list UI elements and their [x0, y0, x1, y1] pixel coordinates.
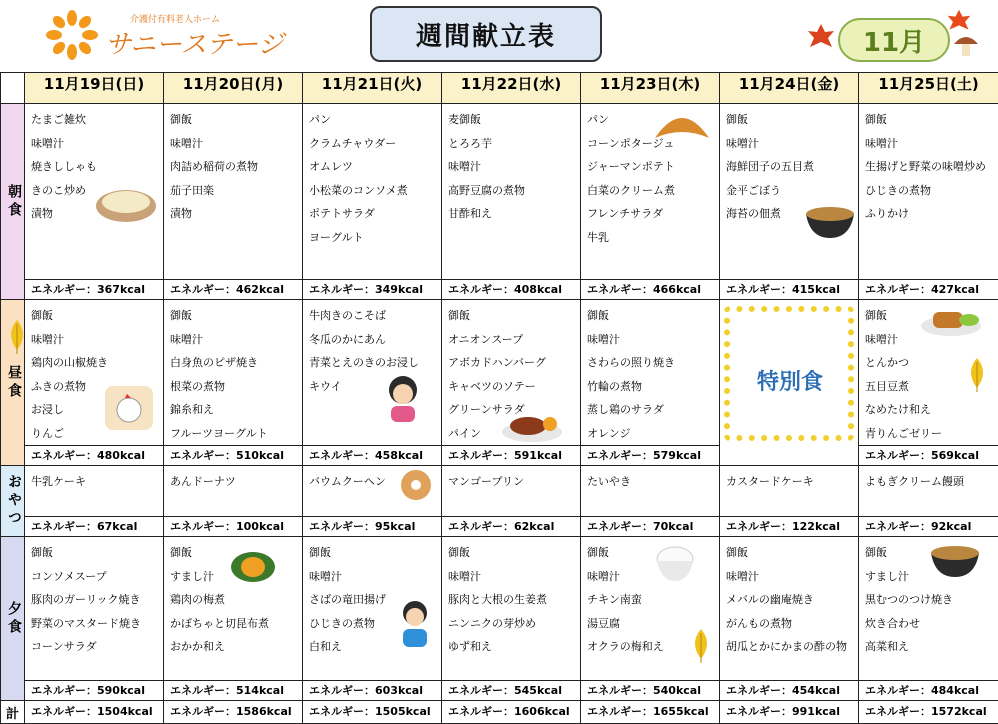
- menu-item: 御飯: [31, 541, 159, 565]
- menu-item: ひじきの煮物: [865, 179, 994, 203]
- menu-item: 味噌汁: [31, 328, 159, 352]
- menu-item-list: [442, 104, 580, 226]
- breakfast-cell: [581, 104, 720, 300]
- lunch-cell: [25, 300, 164, 466]
- menu-item: 御飯: [170, 541, 298, 565]
- menu-item: 五目豆煮: [865, 375, 994, 399]
- menu-item: 御飯: [726, 541, 854, 565]
- snack-cell: [164, 466, 303, 537]
- menu-item-list: [859, 104, 998, 226]
- menu-item: コーンサラダ: [31, 635, 159, 659]
- energy-label: エネルギー：545kcal: [442, 680, 580, 700]
- menu-item: 青りんごゼリー: [865, 422, 994, 446]
- menu-item: 錦糸和え: [170, 398, 298, 422]
- total-cell: [720, 701, 859, 724]
- menu-item: あんドーナツ: [170, 470, 298, 494]
- menu-item: 御飯: [170, 304, 298, 328]
- menu-item: オレンジ: [587, 422, 715, 446]
- menu-item: 味噌汁: [309, 565, 437, 589]
- logo-subtitle: 介護付有料老人ホーム: [130, 12, 220, 25]
- energy-label: エネルギー：67kcal: [25, 516, 163, 536]
- autumn-leaf-icon: [689, 629, 713, 669]
- breakfast-cell: [720, 104, 859, 300]
- energy-label: エネルギー：122kcal: [720, 516, 858, 536]
- energy-label: エネルギー：590kcal: [25, 680, 163, 700]
- menu-item: 冬瓜のかにあん: [309, 328, 437, 352]
- menu-item: おかか和え: [170, 635, 298, 659]
- croissant-icon: [651, 108, 713, 154]
- energy-label: エネルギー：95kcal: [303, 516, 441, 536]
- breakfast-cell: [442, 104, 581, 300]
- energy-label: エネルギー：480kcal: [25, 445, 163, 465]
- menu-item: 牛乳ケーキ: [31, 470, 159, 494]
- dinner-cell: [581, 537, 720, 701]
- dinner-cell: [164, 537, 303, 701]
- menu-item: 豚肉のガーリック焼き: [31, 588, 159, 612]
- menu-item-list: [442, 537, 580, 659]
- lunch-cell: [442, 300, 581, 466]
- menu-item-list: [164, 104, 302, 226]
- dinner-cell: [720, 537, 859, 701]
- chicken-icon: [105, 386, 153, 436]
- lunch-cell: [164, 300, 303, 466]
- menu-item: 野菜のマスタード焼き: [31, 612, 159, 636]
- miso-soup-icon: [95, 184, 157, 230]
- menu-item: 御飯: [309, 541, 437, 565]
- energy-label: [720, 445, 858, 465]
- logo-name: サニーステージ: [105, 24, 284, 61]
- menu-item: 味噌汁: [865, 328, 994, 352]
- menu-item: アボカドハンバーグ: [448, 351, 576, 375]
- menu-item: 胡瓜とかにかまの酢の物: [726, 635, 854, 659]
- steak-icon: [500, 408, 564, 450]
- page-title: 週間献立表: [370, 6, 602, 62]
- menu-item: 漬物: [170, 202, 298, 226]
- menu-item: パイン: [448, 422, 576, 446]
- menu-item-list: [581, 300, 719, 445]
- breakfast-cell: [303, 104, 442, 300]
- total-cell: [25, 701, 164, 724]
- menu-item: 味噌汁: [31, 132, 159, 156]
- menu-item: キャベツのソテー: [448, 375, 576, 399]
- menu-item: コーンポタージュ: [587, 132, 715, 156]
- menu-item: 麦御飯: [448, 108, 576, 132]
- menu-item: キウイ: [309, 375, 437, 399]
- menu-item: 味噌汁: [726, 565, 854, 589]
- menu-item: カスタードケーキ: [726, 470, 854, 494]
- menu-item: 漬物: [31, 202, 159, 226]
- menu-item: ジャーマンポテト: [587, 155, 715, 179]
- energy-label: エネルギー：514kcal: [164, 680, 302, 700]
- day-header: 11月22日(水): [442, 73, 581, 104]
- pumpkin-icon: [228, 543, 278, 589]
- autumn-leaf-icon: [806, 22, 836, 52]
- total-cell: [581, 701, 720, 724]
- month-badge: 11月: [838, 18, 950, 62]
- menu-item: 牛乳: [587, 226, 715, 250]
- total-energy: エネルギー：1606kcal: [442, 701, 580, 723]
- menu-item: 白和え: [309, 635, 437, 659]
- menu-item-list: [720, 466, 858, 494]
- energy-label: エネルギー：591kcal: [442, 445, 580, 465]
- menu-item: 豚肉と大根の生姜煮: [448, 588, 576, 612]
- menu-item: 御飯: [31, 304, 159, 328]
- menu-item: 海苔の佃煮: [726, 202, 854, 226]
- menu-item-list: [303, 104, 441, 249]
- menu-item-list: [164, 300, 302, 445]
- energy-label: エネルギー：408kcal: [442, 279, 580, 299]
- energy-label: エネルギー：415kcal: [720, 279, 858, 299]
- energy-label: エネルギー：454kcal: [720, 680, 858, 700]
- menu-item: ふきの煮物: [31, 375, 159, 399]
- menu-item: 金平ごぼう: [726, 179, 854, 203]
- snack-cell: [303, 466, 442, 537]
- menu-item: 竹輪の煮物: [587, 375, 715, 399]
- menu-item: 味噌汁: [170, 132, 298, 156]
- energy-label: エネルギー：466kcal: [581, 279, 719, 299]
- menu-item: 茄子田楽: [170, 179, 298, 203]
- day-header: 11月23日(木): [581, 73, 720, 104]
- breakfast-label: 朝食: [1, 104, 25, 300]
- menu-item-list: [720, 300, 858, 304]
- menu-item: 甘酢和え: [448, 202, 576, 226]
- tonkatsu-icon: [919, 304, 983, 344]
- day-header: 11月25日(土): [859, 73, 998, 104]
- menu-item: 鶏肉の山椒焼き: [31, 351, 159, 375]
- total-cell: [442, 701, 581, 724]
- menu-item: 炊き合わせ: [865, 612, 994, 636]
- menu-item: 味噌汁: [587, 565, 715, 589]
- menu-item: すまし汁: [170, 565, 298, 589]
- dinner-cell: [859, 537, 998, 701]
- energy-label: エネルギー：579kcal: [581, 445, 719, 465]
- day-header: 11月19日(日): [25, 73, 164, 104]
- menu-item: 御飯: [726, 108, 854, 132]
- menu-item-list: [164, 466, 302, 494]
- menu-item: 御飯: [587, 541, 715, 565]
- lunch-cell: [581, 300, 720, 466]
- total-row: [1, 701, 998, 724]
- breakfast-cell: [25, 104, 164, 300]
- menu-item-list: [581, 466, 719, 494]
- snack-cell: [25, 466, 164, 537]
- menu-item: 白菜のクリーム煮: [587, 179, 715, 203]
- snack-row: [1, 466, 998, 537]
- menu-item: 根菜の煮物: [170, 375, 298, 399]
- miso-soup-icon: [929, 539, 981, 585]
- menu-item: 御飯: [865, 108, 994, 132]
- menu-item: 御飯: [587, 304, 715, 328]
- snack-cell: [581, 466, 720, 537]
- dinner-row: [1, 537, 998, 701]
- menu-item-list: [25, 537, 163, 659]
- menu-item: 御飯: [170, 108, 298, 132]
- donut-icon: [399, 468, 433, 508]
- total-label: 計: [1, 701, 25, 724]
- menu-item: バウムクーヘン: [309, 470, 437, 494]
- dinner-label: 夕食: [1, 537, 25, 701]
- autumn-leaf-icon: [946, 8, 972, 34]
- menu-item: メバルの幽庵焼き: [726, 588, 854, 612]
- total-energy: エネルギー：1504kcal: [25, 701, 163, 723]
- energy-label: エネルギー：462kcal: [164, 279, 302, 299]
- menu-item: 味噌汁: [448, 565, 576, 589]
- energy-label: エネルギー：427kcal: [859, 279, 998, 299]
- lunch-cell: [720, 300, 859, 466]
- menu-item: がんもの煮物: [726, 612, 854, 636]
- energy-label: エネルギー：458kcal: [303, 445, 441, 465]
- dinner-cell: [25, 537, 164, 701]
- energy-label: エネルギー：569kcal: [859, 445, 998, 465]
- menu-item: 海鮮団子の五目煮: [726, 155, 854, 179]
- menu-item: とんかつ: [865, 351, 994, 375]
- menu-item: お浸し: [31, 398, 159, 422]
- menu-item: きのこ炒め: [31, 179, 159, 203]
- lunch-label: 昼食: [1, 300, 25, 466]
- menu-item: りんご: [31, 422, 159, 446]
- menu-item: 白身魚のピザ焼き: [170, 351, 298, 375]
- menu-item-list: [859, 466, 998, 494]
- menu-item: よもぎクリーム饅頭: [865, 470, 994, 494]
- menu-item: さわらの照り焼き: [587, 351, 715, 375]
- menu-item: たいやき: [587, 470, 715, 494]
- energy-label: エネルギー：603kcal: [303, 680, 441, 700]
- snack-cell: [442, 466, 581, 537]
- menu-item-list: [442, 466, 580, 494]
- boy-eating-icon: [395, 599, 435, 655]
- corner-cell: [1, 73, 25, 104]
- menu-item: 焼きししゃも: [31, 155, 159, 179]
- menu-item: 御飯: [865, 541, 994, 565]
- energy-label: エネルギー：540kcal: [581, 680, 719, 700]
- menu-item: 味噌汁: [170, 328, 298, 352]
- menu-item-list: [720, 537, 858, 659]
- rice-bowl-icon: [653, 545, 697, 589]
- menu-item: グリーンサラダ: [448, 398, 576, 422]
- menu-item: パン: [587, 108, 715, 132]
- energy-label: エネルギー：62kcal: [442, 516, 580, 536]
- menu-item: ポテトサラダ: [309, 202, 437, 226]
- menu-item: 高野豆腐の煮物: [448, 179, 576, 203]
- total-cell: [859, 701, 998, 724]
- menu-item: ヨーグルト: [309, 226, 437, 250]
- day-header: 11月21日(火): [303, 73, 442, 104]
- total-energy: エネルギー：1655kcal: [581, 701, 719, 723]
- menu-item: たまご雑炊: [31, 108, 159, 132]
- breakfast-cell: [164, 104, 303, 300]
- snack-cell: [720, 466, 859, 537]
- menu-item: 御飯: [865, 304, 994, 328]
- menu-item: とろろ芋: [448, 132, 576, 156]
- menu-item: 湯豆腐: [587, 612, 715, 636]
- menu-item: クラムチャウダー: [309, 132, 437, 156]
- menu-item: かぼちゃと切昆布煮: [170, 612, 298, 636]
- menu-item: 蒸し鶏のサラダ: [587, 398, 715, 422]
- menu-item: 味噌汁: [448, 155, 576, 179]
- energy-label: エネルギー：92kcal: [859, 516, 998, 536]
- dinner-cell: [442, 537, 581, 701]
- snack-cell: [859, 466, 998, 537]
- menu-item: 黒むつのつけ焼き: [865, 588, 994, 612]
- menu-item: さばの竜田揚げ: [309, 588, 437, 612]
- menu-item: 味噌汁: [865, 132, 994, 156]
- menu-item: ひじきの煮物: [309, 612, 437, 636]
- miso-soup-icon: [804, 200, 856, 246]
- dinner-cell: [303, 537, 442, 701]
- menu-item: マンゴープリン: [448, 470, 576, 494]
- menu-item: 牛肉きのこそば: [309, 304, 437, 328]
- lunch-cell: [859, 300, 998, 466]
- menu-item: 小松菜のコンソメ煮: [309, 179, 437, 203]
- menu-item: オニオンスープ: [448, 328, 576, 352]
- day-header: 11月24日(金): [720, 73, 859, 104]
- total-energy: エネルギー：1505kcal: [303, 701, 441, 723]
- total-cell: [164, 701, 303, 724]
- menu-item: フルーツヨーグルト: [170, 422, 298, 446]
- menu-item: パン: [309, 108, 437, 132]
- menu-item: 御飯: [448, 304, 576, 328]
- menu-item: コンソメスープ: [31, 565, 159, 589]
- girl-eating-icon: [381, 374, 425, 430]
- menu-item: ふりかけ: [865, 202, 994, 226]
- energy-label: エネルギー：510kcal: [164, 445, 302, 465]
- snack-label: おやつ: [1, 466, 25, 537]
- autumn-leaf-icon: [965, 358, 989, 398]
- menu-item: チキン南蛮: [587, 588, 715, 612]
- energy-label: エネルギー：100kcal: [164, 516, 302, 536]
- menu-table: [0, 72, 998, 724]
- mushroom-icon: [952, 30, 980, 60]
- menu-item: 生揚げと野菜の味噌炒め: [865, 155, 994, 179]
- menu-item: なめたけ和え: [865, 398, 994, 422]
- energy-label: エネルギー：367kcal: [25, 279, 163, 299]
- day-header: 11月20日(月): [164, 73, 303, 104]
- energy-label: エネルギー：349kcal: [303, 279, 441, 299]
- autumn-leaf-icon: [5, 320, 29, 360]
- total-energy: エネルギー：1572kcal: [859, 701, 998, 723]
- total-energy: エネルギー：991kcal: [720, 701, 858, 723]
- menu-item: ニンニクの芽炒め: [448, 612, 576, 636]
- lunch-row: [1, 300, 998, 466]
- day-header-row: [1, 73, 998, 104]
- header: [0, 0, 998, 72]
- menu-item: フレンチサラダ: [587, 202, 715, 226]
- breakfast-cell: [859, 104, 998, 300]
- menu-item: 高菜和え: [865, 635, 994, 659]
- menu-item: 鶏肉の梅煮: [170, 588, 298, 612]
- total-energy: エネルギー：1586kcal: [164, 701, 302, 723]
- menu-item-list: [25, 466, 163, 494]
- sun-flower-logo-icon: [44, 10, 100, 60]
- menu-item: 味噌汁: [587, 328, 715, 352]
- breakfast-row: [1, 104, 998, 300]
- menu-item: オムレツ: [309, 155, 437, 179]
- energy-label: エネルギー：70kcal: [581, 516, 719, 536]
- menu-item: 味噌汁: [726, 132, 854, 156]
- menu-item: 肉詰め稲荷の煮物: [170, 155, 298, 179]
- menu-item: すまし汁: [865, 565, 994, 589]
- energy-label: エネルギー：484kcal: [859, 680, 998, 700]
- total-cell: [303, 701, 442, 724]
- lunch-cell: [303, 300, 442, 466]
- menu-item: 御飯: [448, 541, 576, 565]
- menu-item: 青菜とえのきのお浸し: [309, 351, 437, 375]
- special-meal-label: 特別食: [740, 340, 840, 420]
- menu-item: ゆず和え: [448, 635, 576, 659]
- menu-item: オクラの梅和え: [587, 635, 715, 659]
